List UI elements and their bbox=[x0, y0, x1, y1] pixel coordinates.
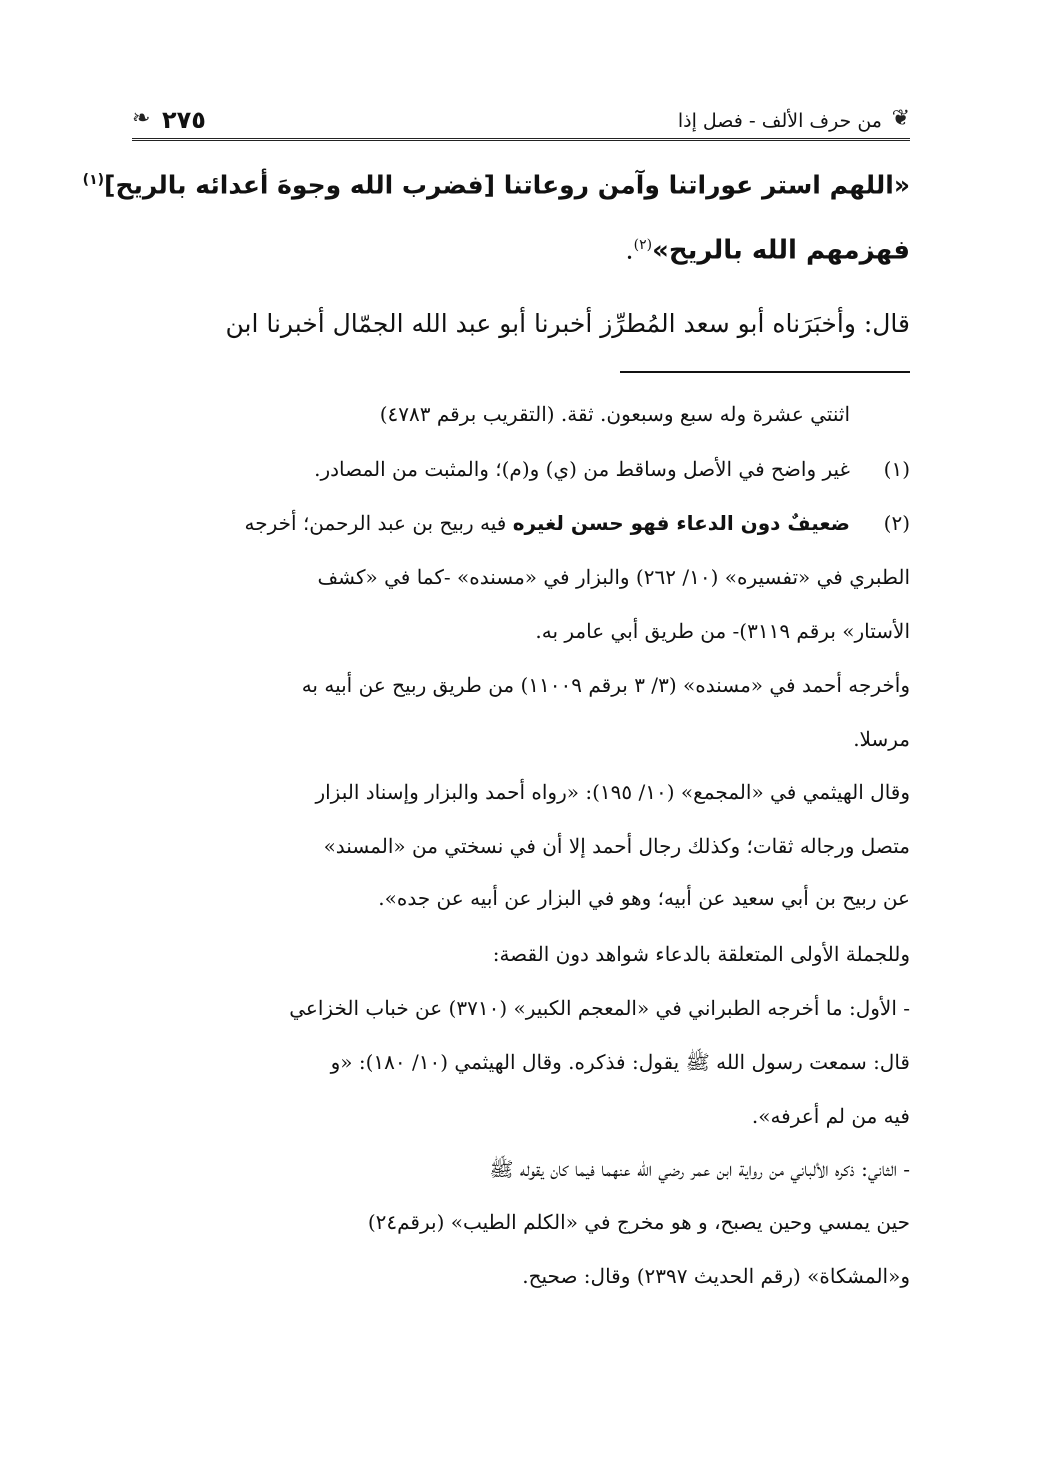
para6-line1-text: - الثاني: ذكره الألباني من رواية ابن عمر رضي الله عنهما فيما كان يقوله ﷺ bbox=[489, 1157, 910, 1181]
footnote-ref-1: (١) bbox=[82, 172, 105, 188]
para3-line-3 bbox=[132, 884, 910, 912]
isnad-text: قال: وأخبَرَناه أبو سعد المُطرِّز أخبرنا أبو عبد الله الجمّال أخبرنا ابن bbox=[225, 309, 910, 338]
footnote-continuation bbox=[132, 400, 910, 428]
para5-line-2 bbox=[132, 1048, 910, 1076]
footnote-1-text: غير واضح في الأصل وساقط من (ي) و(م)؛ والمثبت من المصادر. bbox=[314, 457, 850, 481]
para6-line-2 bbox=[132, 1208, 910, 1236]
running-header bbox=[132, 106, 910, 140]
period: . bbox=[625, 235, 634, 266]
footnote-1 bbox=[132, 455, 910, 483]
para5-line3-text: فيه من لم أعرفه». bbox=[751, 1104, 910, 1128]
para3-line-2 bbox=[132, 832, 910, 860]
hadith-text-1: «اللهم استر عوراتنا وآمن روعاتنا [فضرب الله وجوهَ أعدائه بالريح] bbox=[104, 170, 910, 200]
para2-line-1 bbox=[132, 671, 910, 699]
footnote-1-marker: (١) bbox=[883, 457, 910, 481]
header-title: من حرف الألف - فصل إذا bbox=[677, 110, 882, 132]
para2-line1-text: وأخرجه أحمد في «مسنده» (٣/ ٣ برقم ١١٠٠٩) من طريق ربيح عن أبيه به bbox=[301, 673, 910, 697]
para3-line-1 bbox=[132, 778, 910, 806]
main-line-1 bbox=[82, 163, 910, 202]
para4-line1-text: وللجملة الأولى المتعلقة بالدعاء شواهد دون القصة: bbox=[492, 942, 910, 966]
footnote-2-grade: ضعيفٌ دون الدعاء فهو حسن لغيره bbox=[512, 511, 850, 535]
footnote-ref-2: (٢) bbox=[633, 237, 653, 253]
footnote-2-line-3 bbox=[132, 617, 910, 645]
footnote-separator bbox=[620, 371, 910, 373]
footnote-2 bbox=[132, 509, 910, 537]
header-ornament-left-icon: ❧ bbox=[132, 106, 151, 131]
header-rule bbox=[132, 138, 910, 141]
footnote-2-line1-rest: فيه ربيح بن عبد الرحمن؛ أخرجه bbox=[244, 511, 507, 535]
para2-line-2 bbox=[132, 725, 910, 753]
main-line-3 bbox=[132, 307, 910, 341]
page-number: ٢٧٥ bbox=[162, 106, 206, 134]
para6-line3-text: و«المشكاة» (رقم الحديث ٢٣٩٧) وقال: صحيح. bbox=[522, 1264, 910, 1288]
para4-line-1 bbox=[132, 940, 910, 968]
hadith-text-2: فهزمهم الله بالريح» bbox=[652, 235, 910, 266]
para3-line2-text: متصل ورجاله ثقات؛ وكذلك رجال أحمد إلا أن في نسختي من «المسند» bbox=[323, 834, 910, 858]
para6-line2-text: حين يمسي وحين يصبح، و هو مخرج في «الكلم الطيب» (برقم٢٤) bbox=[367, 1210, 910, 1234]
para3-line3-text: عن ربيح بن أبي سعيد عن أبيه؛ وهو في البزار عن أبيه عن جده». bbox=[378, 886, 910, 910]
para3-line1-text: وقال الهيثمي في «المجمع» (١٠/ ١٩٥): «رواه أحمد والبزار وإسناد البزار bbox=[315, 780, 910, 804]
para5-line1-text: - الأول: ما أخرجه الطبراني في «المعجم الكبير» (٣٧١٠) عن خباب الخزاعي bbox=[289, 996, 910, 1020]
header-ornament-right-icon: ❦ bbox=[891, 106, 910, 131]
footnote-2-line-2 bbox=[132, 563, 910, 591]
footnote-2-line2-text: الطبري في «تفسيره» (١٠/ ٢٦٢) والبزار في «مسنده» -كما في «كشف bbox=[317, 565, 910, 589]
para5-line-1 bbox=[132, 994, 910, 1022]
para6-line-1 bbox=[132, 1155, 910, 1183]
main-line-2 bbox=[132, 228, 910, 268]
para6-line-3 bbox=[132, 1262, 910, 1290]
footnote-2-line3-text: الأستار» برقم ٣١١٩)- من طريق أبي عامر به. bbox=[535, 619, 910, 643]
para2-line2-text: مرسلا. bbox=[853, 727, 910, 751]
footnote-continuation-text: اثنتي عشرة وله سبع وسبعون. ثقة. (التقريب برقم ٤٧٨٣) bbox=[379, 402, 850, 426]
para5-line2-text: قال: سمعت رسول الله ﷺ يقول: فذكره. وقال الهيثمي (١٠/ ١٨٠): «و bbox=[330, 1050, 910, 1074]
para5-line-3 bbox=[132, 1102, 910, 1130]
footnote-2-marker: (٢) bbox=[883, 511, 910, 535]
